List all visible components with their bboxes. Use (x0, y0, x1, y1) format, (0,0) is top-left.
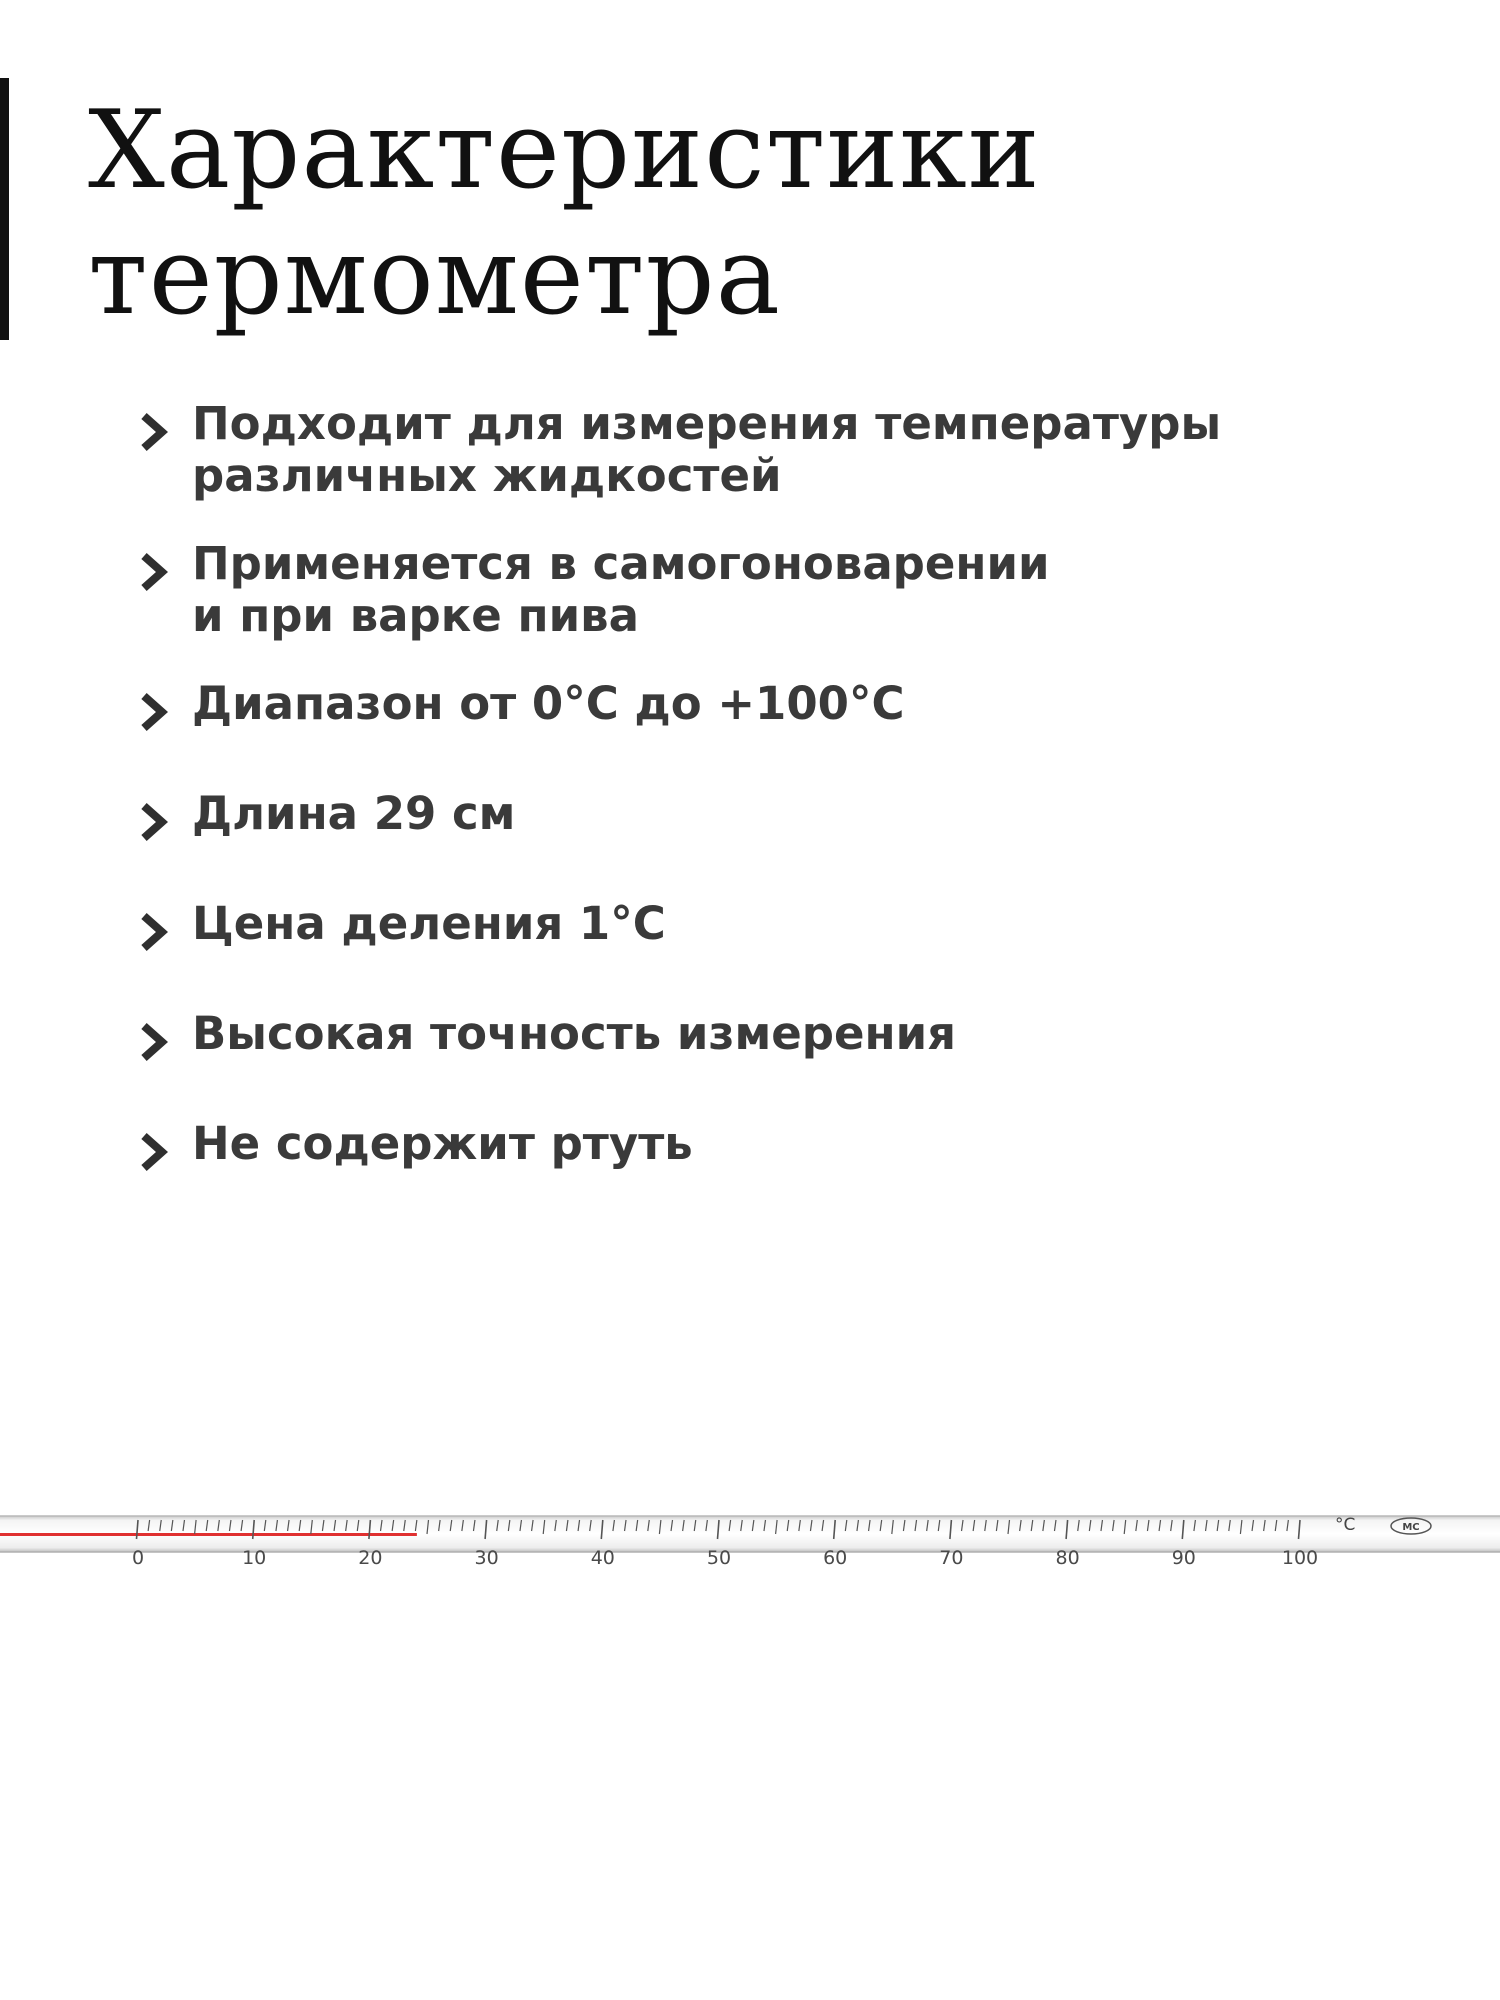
feature-item (138, 678, 1438, 730)
thermometer-scale-label: 80 (1055, 1547, 1080, 1569)
thermometer-scale-label: 50 (706, 1547, 732, 1569)
feature-item (138, 1118, 1438, 1170)
feature-item (138, 1008, 1438, 1060)
thermometer-scale-label: 60 (823, 1547, 848, 1569)
feature-text: Применяется в самогоноварении (192, 537, 1050, 590)
thermometer-maker-mark-text: МС (1402, 1522, 1420, 1533)
title-accent-bar (0, 78, 9, 340)
thermometer-liquid-column (0, 1533, 417, 1536)
thermometer-scale-label: 0 (131, 1547, 145, 1569)
feature-list (138, 398, 1438, 1170)
thermometer-scale-label: 90 (1171, 1547, 1196, 1569)
feature-text: различных жидкостей (192, 449, 782, 502)
page-title-line-1: Характеристики (88, 88, 1041, 213)
feature-text: Подходит для измерения температуры (192, 397, 1222, 450)
feature-item (138, 538, 1438, 642)
feature-text: Высокая точность измерения (192, 1007, 957, 1060)
thermometer-scale-label: 30 (474, 1547, 499, 1569)
chevron-right-icon (138, 1132, 168, 1172)
thermometer-scale-label: 40 (590, 1547, 615, 1569)
chevron-right-icon (138, 912, 168, 952)
chevron-right-icon (138, 552, 168, 592)
chevron-right-icon (138, 692, 168, 732)
page-title-line-2: термометра (88, 214, 782, 339)
feature-item (138, 398, 1438, 502)
feature-text: Длина 29 см (192, 787, 516, 840)
thermometer-scale-label: 10 (242, 1547, 267, 1569)
feature-text: Цена деления 1°C (192, 897, 666, 950)
feature-text: и при варке пива (192, 589, 639, 642)
thermometer-scale-label: 100 (1281, 1547, 1319, 1569)
page-title (88, 88, 1041, 340)
chevron-right-icon (138, 412, 168, 452)
thermometer-image (0, 1506, 1500, 1574)
feature-text: Не содержит ртуть (192, 1117, 693, 1170)
thermometer-unit: °C (1335, 1515, 1356, 1535)
thermometer-scale-label: 20 (358, 1547, 383, 1569)
chevron-right-icon (138, 802, 168, 842)
chevron-right-icon (138, 1022, 168, 1062)
feature-text: Диапазон от 0°C до +100°C (192, 677, 905, 730)
thermometer-scale-label: 70 (939, 1547, 964, 1569)
feature-item (138, 898, 1438, 950)
feature-item (138, 788, 1438, 840)
